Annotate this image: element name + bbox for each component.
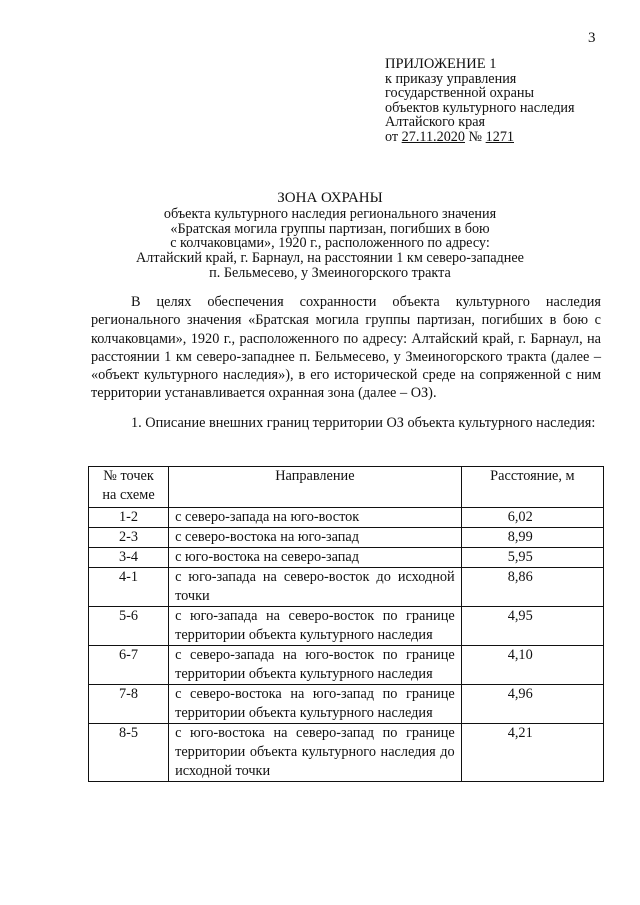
title-line: п. Бельмесево, у Змеиногорского тракта (209, 264, 451, 281)
column-header-points: № точек на схеме (89, 467, 169, 508)
cell-distance: 4,96 (461, 685, 603, 724)
cell-direction: с северо-востока на юго-запад (169, 528, 462, 548)
date-prefix: от (385, 128, 399, 145)
number-sign: № (468, 128, 483, 145)
cell-direction: с юго-востока на северо-запад (169, 548, 462, 568)
cell-points: 7-8 (89, 685, 169, 724)
appendix-title: ПРИЛОЖЕНИЕ 1 (385, 56, 497, 72)
cell-direction: с северо-востока на юго-запад по границе территории объекта культурного наследия (169, 685, 462, 724)
order-date: 27.11.2020 (401, 128, 465, 145)
appendix-line: объектов культурного наследия (385, 99, 575, 116)
appendix-date-line (385, 130, 575, 145)
table-row (89, 724, 604, 782)
cell-points: 2-3 (89, 528, 169, 548)
table-row (89, 528, 604, 548)
title-line: «Братская могила группы партизан, погибших в бою (170, 220, 490, 237)
cell-distance: 4,95 (461, 607, 603, 646)
cell-direction: с юго-запада на северо-восток по границе территории объекта культурного наследия (169, 607, 462, 646)
cell-points: 5-6 (89, 607, 169, 646)
document-title (120, 191, 540, 281)
appendix-block (385, 57, 575, 144)
body-paragraph: 1. Описание внешних границ территории ОЗ объекта культурного наследия: (131, 415, 596, 431)
column-header-direction: Направление (169, 467, 462, 508)
page-number: 3 (588, 30, 596, 46)
cell-direction: с северо-запада на юго-восток (169, 508, 462, 528)
cell-points: 4-1 (89, 568, 169, 607)
cell-distance: 5,95 (461, 548, 603, 568)
cell-distance: 4,10 (461, 646, 603, 685)
cell-distance: 8,86 (461, 568, 603, 607)
boundary-table (88, 466, 604, 782)
order-number: 1271 (485, 128, 514, 145)
cell-points: 3-4 (89, 548, 169, 568)
table-row (89, 568, 604, 607)
cell-distance: 8,99 (461, 528, 603, 548)
cell-direction: с юго-востока на северо-запад по границе территории объекта культурного наследия до исходной точки (169, 724, 462, 782)
appendix-line: к приказу управления (385, 70, 517, 87)
table-row (89, 685, 604, 724)
body-paragraph: В целях обеспечения сохранности объекта культурного наследия регионального значения «Братская могила группы партизан, погибших в бою с колчаковцами», 1920 г., расположенного по адресу: Алтайский край, г. Барнаул, на расстоянии 1 км северо-западнее п. Бельмесево, у Змеиногорского тракта (далее – «объект культурного наследия»), в его исторической среде на сопряженной с ним территории устанавливается охранная зона (далее – ОЗ). (91, 294, 601, 402)
cell-points: 6-7 (89, 646, 169, 685)
cell-points: 8-5 (89, 724, 169, 782)
table-row (89, 607, 604, 646)
table-row (89, 548, 604, 568)
appendix-line: Алтайского края (385, 114, 486, 130)
column-header-distance: Расстояние, м (461, 467, 603, 508)
cell-distance: 6,02 (461, 508, 603, 528)
title-line: Алтайский край, г. Барнаул, на расстоянии 1 км северо-западнее (136, 250, 524, 267)
table-header-row (89, 467, 604, 508)
title-heading: ЗОНА ОХРАНЫ (277, 190, 383, 206)
table-row (89, 508, 604, 528)
appendix-line: государственной охраны (385, 85, 535, 101)
cell-direction: с юго-запада на северо-восток до исходной точки (169, 568, 462, 607)
cell-distance: 4,21 (461, 724, 603, 782)
title-line: с колчаковцами», 1920 г., расположенного по адресу: (170, 235, 490, 252)
table-row (89, 646, 604, 685)
cell-points: 1-2 (89, 508, 169, 528)
title-line: объекта культурного наследия регионального значения (163, 205, 497, 222)
cell-direction: с северо-запада на юго-восток по границе территории объекта культурного наследия (169, 646, 462, 685)
